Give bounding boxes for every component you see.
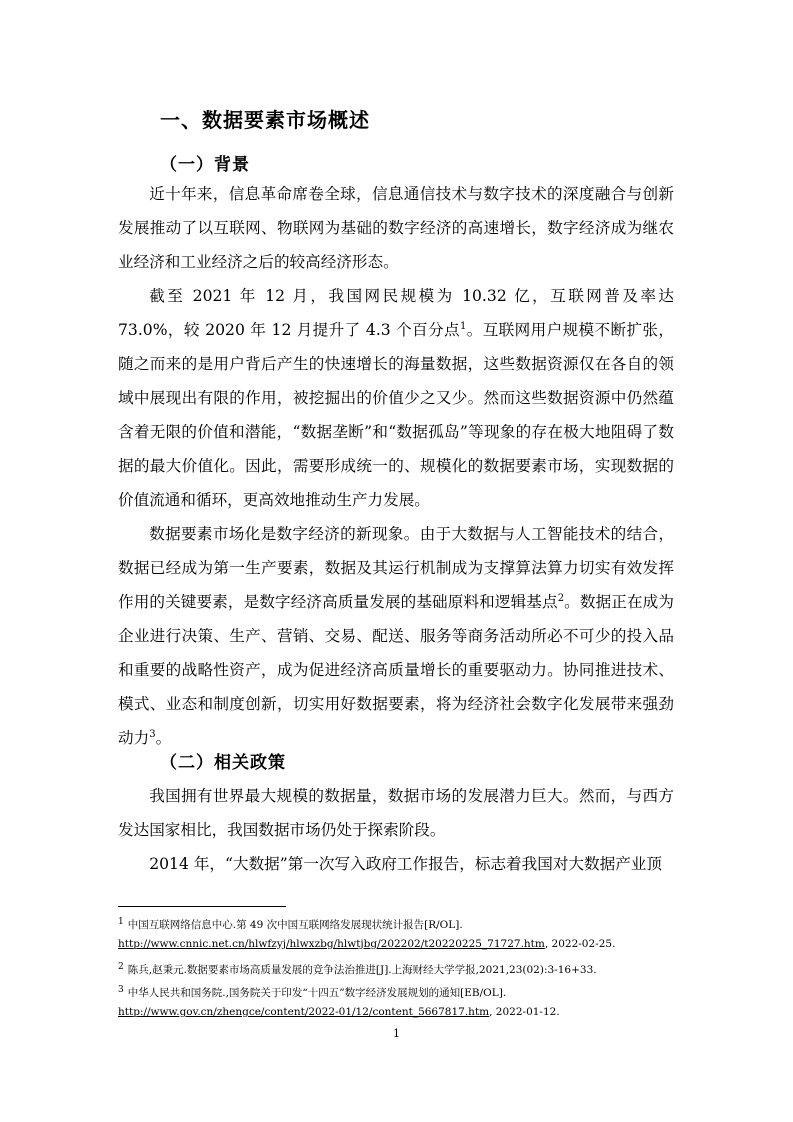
footnote-2-text: 陈兵,赵秉元.数据要素市场高质量发展的竞争法治推进[J].上海财经大学学报,2021,23(02):3-16+33. bbox=[127, 964, 597, 976]
footnote-2 bbox=[118, 959, 678, 978]
footnote-ref-3[interactable]: 3 bbox=[149, 728, 156, 740]
footnote-1-link-line bbox=[118, 936, 678, 952]
footnote-ref-2[interactable]: 2 bbox=[557, 592, 565, 604]
page-number: 1 bbox=[393, 1027, 400, 1040]
footnote-separator bbox=[118, 906, 286, 907]
paragraph-3-text-b: 。数据正在成为企业进行决策、生产、营销、交易、配送、服务等商务活动所必不可少的投入品和重要的战略性资产，成为促进经济高质量增长的重要驱动力。协同推进技术、模式、业态和制度创新，切实用好数据要素，将为经济社会数字化发展带来强劲动力 bbox=[118, 593, 674, 747]
footnote-1-number: 1 bbox=[118, 917, 124, 927]
policy-body bbox=[118, 779, 674, 881]
footnote-1-date: , 2022-02-25. bbox=[544, 938, 616, 950]
footnote-1-link[interactable]: http://www.cnnic.net.cn/hlwfzyj/hlwxzbg/hlwtjbg/202202/t20220225_71727.htm bbox=[118, 938, 545, 950]
paragraph-3 bbox=[118, 517, 674, 755]
paragraph-3-text-c: 。 bbox=[155, 729, 172, 747]
paragraph-3-text-a: 数据要素市场化是数字经济的新现象。由于大数据与人工智能技术的结合，数据已经成为第一生产要素，数据及其运行机制成为支撑算法算力切实有效发挥作用的关键要素，是数字经济高质量发展的基础原料和逻辑基点 bbox=[118, 525, 674, 611]
footnote-3-link-line bbox=[118, 1004, 678, 1020]
paragraph-2-text-a: 截至 2021 年 12 月，我国网民规模为 10.32 亿，互联网普及率达 73.0%，较 2020 年 12 月提升了 4.3 个百分点 bbox=[118, 287, 674, 339]
background-body bbox=[118, 177, 674, 755]
paragraph-4: 我国拥有世界最大规模的数据量，数据市场的发展潜力巨大。然而，与西方发达国家相比，我国数据市场仍处于探索阶段。 bbox=[118, 787, 674, 839]
subsection-heading-policy: （二）相关政策 bbox=[160, 753, 286, 773]
footnote-3-date: , 2022-01-12. bbox=[489, 1006, 560, 1018]
paragraph-5: 2014 年，“大数据”第一次写入政府工作报告，标志着我国对大数据产业顶 bbox=[149, 855, 662, 873]
footnote-1 bbox=[118, 914, 678, 933]
footnote-1-text: 中国互联网络信息中心.第 49 次中国互联网络发展现状统计报告[R/OL]. bbox=[127, 919, 463, 931]
footnote-ref-1[interactable]: 1 bbox=[459, 320, 467, 332]
section-heading: 一、数据要素市场概述 bbox=[160, 108, 370, 132]
footnote-3 bbox=[118, 982, 678, 1001]
footnote-2-number: 2 bbox=[118, 962, 124, 972]
footnote-3-text: 中华人民共和国务院.,国务院关于印发“十四五”数字经济发展规划的通知[EB/OL]. bbox=[127, 987, 507, 999]
paragraph-2 bbox=[118, 279, 674, 517]
paragraph-1: 近十年来，信息革命席卷全球，信息通信技术与数字技术的深度融合与创新发展推动了以互联网、物联网为基础的数字经济的高速增长，数字经济成为继农业经济和工业经济之后的较高经济形态。 bbox=[118, 185, 674, 271]
subsection-heading-background: （一）背景 bbox=[160, 155, 250, 175]
footnote-3-number: 3 bbox=[118, 985, 124, 995]
paragraph-2-text-b: 。互联网用户规模不断扩张，随之而来的是用户背后产生的快速增长的海量数据，这些数据资源仅在各自的领域中展现出有限的作用，被挖掘出的价值少之又少。然而这些数据资源中仍然蕴含着无限的价值和潜能，“数据垄断”和“数据孤岛”等现象的存在极大地阻碍了数据的最大价值化。因此，需要形成统一的、规模化的数据要素市场，实现数据的价值流通和循环，更高效地推动生产力发展。 bbox=[118, 321, 674, 509]
footnote-3-link[interactable]: http://www.gov.cn/zhengce/content/2022-01/12/content_5667817.htm bbox=[118, 1006, 490, 1018]
